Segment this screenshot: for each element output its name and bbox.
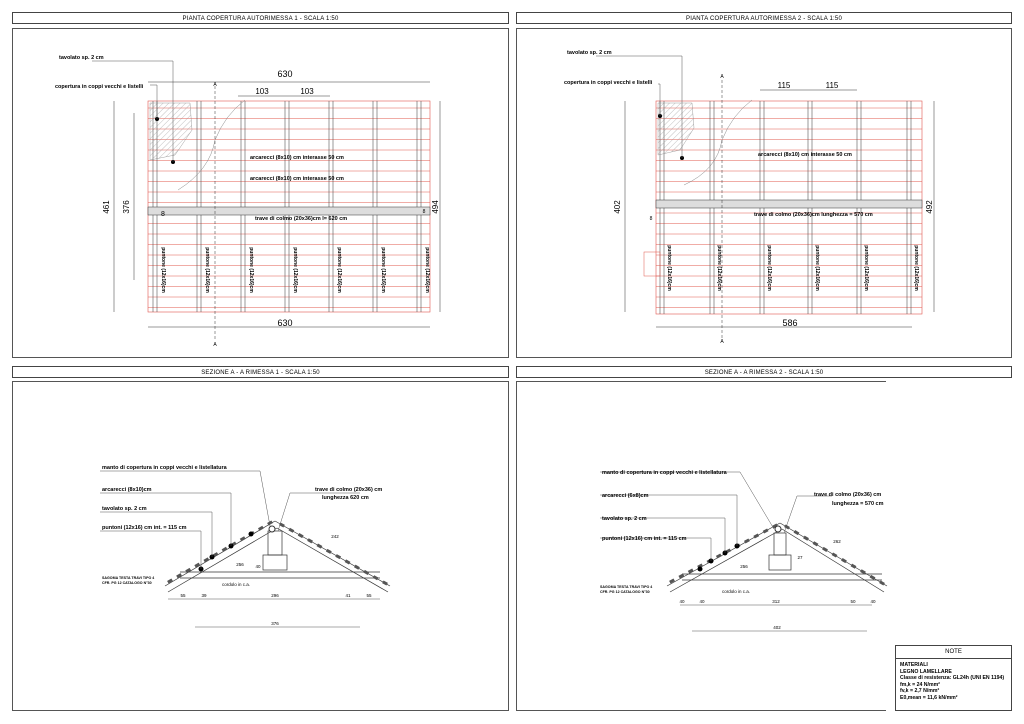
plan1-label-puntone: puntone (12x16)cm bbox=[380, 247, 386, 293]
roof-tile bbox=[763, 528, 769, 533]
sec1-post bbox=[263, 555, 287, 570]
sec2-label-sagoma-2: CFR. PG 12 CATALOGO N°30 bbox=[600, 590, 650, 594]
plan1-label-puntone: puntone (12x16)cm bbox=[248, 247, 254, 293]
plan1-dim-461: 461 bbox=[102, 200, 111, 214]
plan2-title: PIANTA COPERTURA AUTORIMESSA 2 - SCALA 1:50 bbox=[516, 12, 1012, 24]
note-line-6: E0,mean = 11,6 kN/mm² bbox=[900, 694, 958, 701]
plan2-dim-402: 402 bbox=[613, 200, 622, 214]
sec1-label-sagoma-1: SAGOMA TESTA TRAVI TIPO 4 bbox=[102, 576, 155, 580]
roof-tile bbox=[307, 538, 313, 543]
plan1-dim-8: 8 bbox=[161, 211, 165, 218]
roof-tile bbox=[317, 544, 323, 549]
sec1-label-cordolo: cordolo in c.a. bbox=[222, 582, 251, 587]
plan2-label-copertura: copertura in coppi vecchi e listelli bbox=[564, 80, 653, 86]
plan1-dim-bottom: 630 bbox=[277, 318, 293, 328]
roof-tile bbox=[298, 533, 304, 538]
plan1-label-copertura: copertura in coppi vecchi e listelli bbox=[55, 84, 144, 90]
sec2-title: SEZIONE A - A RIMESSA 2 - SCALA 1:50 bbox=[516, 366, 1012, 378]
plan2-label-trave: trave di colmo (20x36)cm lunghezza = 570 cm bbox=[754, 212, 873, 218]
sec1-label-arcarecci: arcarecci (8x10)cm bbox=[102, 487, 152, 493]
plan2-label-arcarecci: arcarecci (8x10) cm interasse 50 cm bbox=[758, 152, 852, 158]
plan1-ridge-beam bbox=[148, 207, 430, 215]
plan1-dim-494: 494 bbox=[431, 200, 440, 214]
plan1-label-trave: trave di colmo (20x36)cm l= 620 cm bbox=[255, 216, 348, 222]
roof-tile bbox=[803, 536, 809, 541]
sec2-label-sagoma-1: SAGOMA TESTA TRAVI TIPO 4 bbox=[600, 585, 653, 589]
roof-tile bbox=[669, 578, 675, 583]
plan1-label-puntone: puntone (12x16)cm bbox=[204, 247, 210, 293]
sec1-label-trave: trave di colmo (20x36) cm bbox=[315, 487, 383, 493]
plan2-tiles-hatch bbox=[658, 103, 694, 155]
roof-tile bbox=[288, 528, 294, 533]
sec1-dim-39: 39 bbox=[201, 593, 207, 598]
plan2-dim-115a: 115 bbox=[777, 81, 791, 90]
plan2-label-puntone: puntone (12x16)cm bbox=[716, 245, 722, 291]
plan2-section-mark-bottom: A bbox=[720, 339, 724, 345]
plan1-label-puntone: puntone (12x16)cm bbox=[424, 247, 430, 293]
note-box bbox=[895, 645, 1012, 711]
roof-tile bbox=[851, 564, 857, 569]
sec1-drawing bbox=[0, 381, 512, 711]
sec2-post bbox=[769, 555, 791, 570]
plan2-side-block bbox=[644, 252, 660, 276]
sec2-label-tavolato: tavolato sp. 2 cm bbox=[602, 516, 647, 522]
sec1-ridge-beam bbox=[268, 531, 282, 555]
plan1-dim-103a: 103 bbox=[255, 87, 269, 96]
plan2-dim-bottom: 586 bbox=[782, 318, 798, 328]
sec2-dim-312: 312 bbox=[772, 599, 780, 604]
plan1-section-mark-bottom: A bbox=[213, 342, 217, 348]
roof-tile bbox=[363, 570, 369, 575]
plan2-dim-8: 8 bbox=[649, 216, 653, 222]
plan1-title: PIANTA COPERTURA AUTORIMESSA 1 - SCALA 1:50 bbox=[12, 12, 509, 24]
plan2-ridge-beam bbox=[656, 200, 922, 208]
plan1-label-arcarecci-1: arcarecci (8x10) cm interasse 50 cm bbox=[250, 155, 344, 161]
roof-tile bbox=[813, 541, 819, 546]
plan2-label-tavolato: tavolato sp. 2 cm bbox=[567, 50, 612, 56]
roof-tile bbox=[373, 575, 379, 580]
note-line-4: fm,k = 24 N/mm² bbox=[900, 681, 940, 688]
sec2-label-cordolo: cordolo in c.a. bbox=[722, 589, 751, 594]
plan1-section-mark-top: A bbox=[213, 82, 217, 88]
sec2-dim-50: 50 bbox=[850, 599, 856, 604]
sec1-dim-55a: 55 bbox=[180, 593, 186, 598]
note-line-2: LEGNO LAMELLARE bbox=[900, 668, 952, 675]
sec2-dim-262: 262 bbox=[833, 539, 841, 544]
plan2-label-puntone: puntone (12x16)cm bbox=[814, 245, 820, 291]
sec2-ridge-beam bbox=[774, 533, 786, 555]
roof-tile bbox=[345, 559, 351, 564]
plan2-dim-492: 492 bbox=[925, 200, 934, 214]
sec1-title: SEZIONE A - A RIMESSA 1 - SCALA 1:50 bbox=[12, 366, 509, 378]
roof-tile bbox=[870, 575, 876, 580]
roof-tile bbox=[832, 552, 838, 557]
note-line-5: fv,k = 2,7 N/mm² bbox=[900, 688, 940, 695]
plan2-cut-line bbox=[684, 100, 752, 185]
plan1-label-arcarecci-2: arcarecci (8x10) cm interasse 50 cm bbox=[250, 176, 344, 182]
plan1-dim-top: 630 bbox=[277, 69, 293, 79]
sec1-label-lunghezza: lunghezza 620 cm bbox=[322, 495, 369, 501]
plan1-dim-376: 376 bbox=[122, 200, 131, 214]
roof-tile bbox=[326, 549, 332, 554]
plan2-section-mark-top: A bbox=[720, 74, 724, 80]
sec2-dim-402: 402 bbox=[773, 625, 781, 630]
sec2-dim-40a: 40 bbox=[679, 599, 685, 604]
sec2-dim-256: 256 bbox=[740, 564, 748, 569]
plan1-dim-8r: 8 bbox=[422, 209, 426, 215]
roof-tile bbox=[354, 565, 360, 570]
roof-tile bbox=[716, 553, 722, 558]
roof-tile bbox=[879, 580, 885, 585]
roof-tile bbox=[841, 558, 847, 563]
plan2-label-puntone: puntone (12x16)cm bbox=[913, 245, 919, 291]
sec2-drawing bbox=[512, 381, 892, 711]
note-line-3: Classe di resistenza: GL24h (UNI EN 1194) bbox=[900, 675, 1005, 682]
sec2-dim-27: 27 bbox=[797, 555, 803, 560]
sec1-dim-256: 256 bbox=[236, 562, 244, 567]
sec2-label-arcarecci: arcarecci (6x8)cm bbox=[602, 493, 649, 499]
plan1-tiles-hatch bbox=[150, 103, 192, 160]
roof-tile bbox=[335, 554, 341, 559]
sec2-label-lunghezza: lunghezza = 570 cm bbox=[832, 501, 884, 507]
roof-tile bbox=[822, 547, 828, 552]
sec2-label-manto: manto di copertura in coppi vecchi e listellatura bbox=[602, 470, 727, 476]
plan1-label-puntone: puntone (12x16)cm bbox=[336, 247, 342, 293]
plan1-drawing bbox=[0, 0, 512, 362]
sec1-label-sagoma-2: CFR. PG 12 CATALOGO N°30 bbox=[102, 581, 152, 585]
sec1-dim-242: 242 bbox=[331, 534, 339, 539]
sec2-dim-40c: 40 bbox=[870, 599, 876, 604]
sec1-dim-40: 40 bbox=[255, 564, 261, 569]
plan1-label-puntone: puntone (12x16)cm bbox=[292, 247, 298, 293]
plan2-label-puntone: puntone (12x16)cm bbox=[666, 245, 672, 291]
sec1-label-tavolato: tavolato sp. 2 cm bbox=[102, 506, 147, 512]
sec1-dim-296: 296 bbox=[271, 593, 279, 598]
sec2-label-trave: trave di colmo (20x36) cm bbox=[814, 492, 882, 498]
sec1-label-manto: manto di copertura in coppi vecchi e listellatura bbox=[102, 465, 227, 471]
roof-tile bbox=[258, 526, 264, 531]
sec1-label-puntoni: puntoni (12x16) cm int. = 115 cm bbox=[102, 525, 187, 531]
plan1-label-puntone: puntone (12x16)cm bbox=[160, 247, 166, 293]
sec2-label-puntoni: puntoni (12x16) cm int. = 115 cm bbox=[602, 536, 687, 542]
plan2-label-puntone: puntone (12x16)cm bbox=[766, 245, 772, 291]
sec2-dim-40b: 40 bbox=[699, 599, 705, 604]
plan1-dim-103b: 103 bbox=[300, 87, 314, 96]
sec1-dim-41: 41 bbox=[345, 593, 351, 598]
note-title: NOTE bbox=[896, 646, 1011, 659]
note-line-1: MATERIALI bbox=[900, 662, 928, 668]
roof-tile bbox=[240, 536, 246, 541]
plan2-drawing bbox=[512, 0, 1024, 362]
roof-tile bbox=[860, 569, 866, 574]
roof-tile bbox=[382, 580, 388, 585]
sec1-dim-55b: 55 bbox=[366, 593, 372, 598]
plan2-dim-115b: 115 bbox=[825, 81, 839, 90]
sec1-dim-376: 376 bbox=[271, 621, 279, 626]
roof-tile bbox=[794, 530, 800, 535]
plan2-label-puntone: puntone (12x16)cm bbox=[863, 245, 869, 291]
plan1-label-tavolato: tavolato sp. 2 cm bbox=[59, 55, 104, 61]
